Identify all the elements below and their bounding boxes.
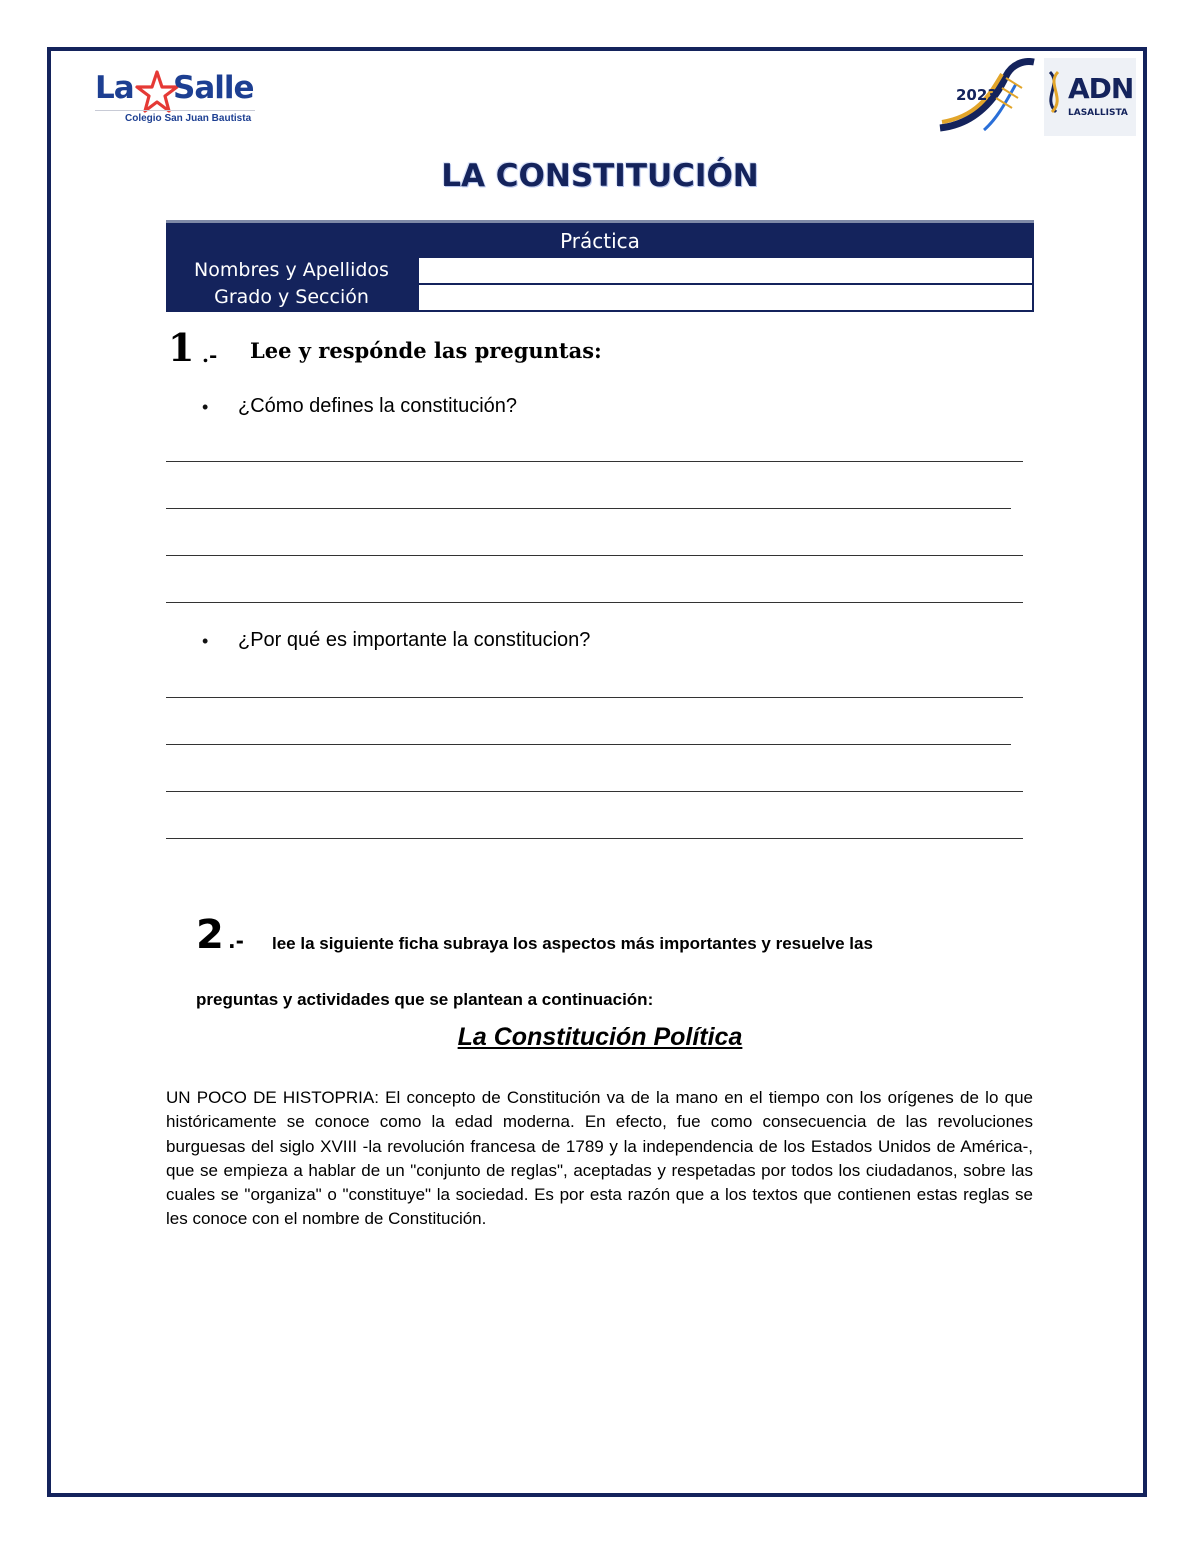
grade-field[interactable] [417, 283, 1034, 312]
bullet-icon: • [202, 631, 209, 651]
question-1: ¿Cómo defines la constitución? [238, 395, 518, 417]
page-title: LA CONSTITUCIÓN [441, 158, 759, 194]
answer-line[interactable] [166, 508, 1011, 509]
logo-brand-sub: LASALLISTA [1068, 108, 1128, 118]
answer-line[interactable] [166, 838, 1023, 839]
answer-line[interactable] [166, 697, 1023, 698]
answer-line[interactable] [166, 602, 1023, 603]
table-row-names [166, 256, 1034, 285]
logo-brand: ADN [1068, 72, 1134, 105]
logo-year: 2023 [956, 86, 998, 104]
logo-subtitle: Colegio San Juan Bautista [125, 113, 252, 124]
section2-separator: .- [228, 929, 244, 953]
section1-instruction: Lee y respónde las preguntas: [250, 338, 602, 363]
reading-title: La Constitución Política [457, 1023, 743, 1051]
table-header: Práctica [166, 220, 1034, 256]
answer-line[interactable] [166, 555, 1023, 556]
logo-divider [95, 110, 255, 111]
section2-number: 2 [196, 912, 224, 958]
names-field[interactable] [417, 256, 1034, 285]
answer-line[interactable] [166, 744, 1011, 745]
grade-label: Grado y Sección [166, 283, 417, 312]
section1-number: 1 [168, 325, 195, 370]
answer-line[interactable] [166, 791, 1023, 792]
logo-wordmark-la: La [95, 70, 134, 106]
reading-paragraph: UN POCO DE HISTOPRIA: El concepto de Constitución va de la mano en el tiempo con los orígenes de lo que históricamente se conoce como la edad moderna. En efecto, fue como consecuencia de las revoluciones burguesas del siglo XVIII -la revolución francesa de 1789 y la independencia de los Estados Unidos de América-, que se empieza a hablar de un "conjunto de reglas", aceptadas y respetadas por todos los ciudadanos, sobre las cuales se "organiza" o "constituye" la sociedad. Es por esta razón que a los textos que contienen estas reglas se les conoce con el nombre de Constitución. [166, 1088, 1033, 1229]
student-info-table [166, 220, 1034, 315]
answer-line[interactable] [166, 461, 1023, 462]
bullet-icon: • [202, 397, 209, 417]
names-label: Nombres y Apellidos [166, 256, 417, 285]
adn-lasallista-logo [936, 58, 1136, 136]
logo-wordmark-salle: Salle [173, 70, 254, 106]
section2-instruction-line2: preguntas y actividades que se plantean a continuación: [196, 990, 654, 1009]
la-salle-logo [95, 60, 265, 130]
question-2: ¿Por qué es importante la constitucion? [238, 629, 591, 651]
section1-separator: .- [202, 343, 218, 367]
section2-instruction-line1: lee la siguiente ficha subraya los aspectos más importantes y resuelve las [272, 934, 873, 953]
table-row-grade [166, 283, 1034, 312]
